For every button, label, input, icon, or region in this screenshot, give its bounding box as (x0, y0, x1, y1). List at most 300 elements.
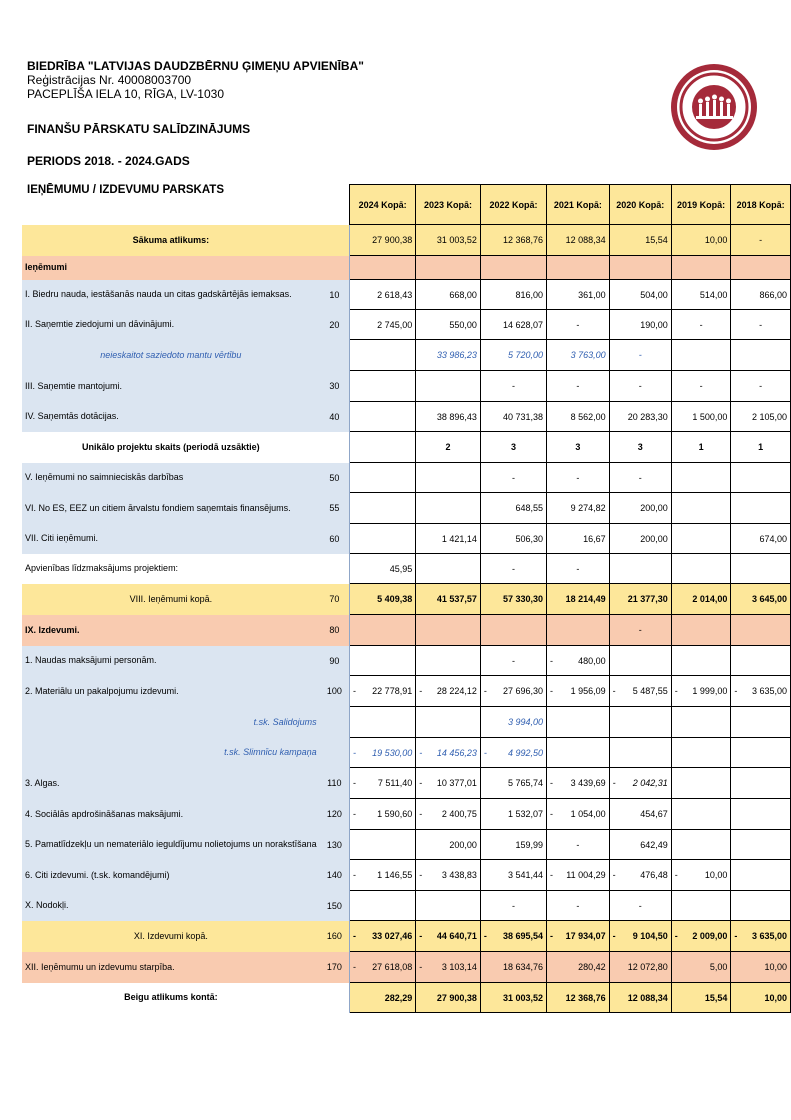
value-text: 3 (575, 442, 581, 452)
value-cell (547, 952, 610, 983)
value-cell (547, 310, 610, 340)
value-text: 45,95 (389, 563, 413, 574)
value-cell (416, 983, 481, 1013)
value-cell (609, 584, 671, 615)
value-cell (350, 921, 416, 952)
value-text: 8 562,00 (570, 411, 606, 422)
value-cell (480, 738, 546, 768)
row-code: 100 (320, 676, 350, 707)
value-cell (416, 676, 481, 707)
value-cell (731, 463, 791, 493)
value-text: - (638, 900, 642, 911)
value-cell (671, 921, 731, 952)
value-cell (480, 830, 546, 860)
negative-marker: - (419, 778, 423, 788)
row-label: Beigu atlikums kontā: (124, 992, 218, 1002)
negative-marker: - (353, 747, 357, 758)
value-cell (547, 799, 610, 830)
row-label: Ieņēmumi (22, 256, 320, 280)
value-cell (547, 493, 610, 524)
value-cell (480, 860, 546, 891)
row-code (320, 983, 350, 1013)
value-cell (609, 310, 671, 340)
value-text: 11 004,29 (566, 870, 606, 880)
value-cell (609, 799, 671, 830)
negative-marker: - (550, 870, 554, 880)
value-cell (480, 310, 546, 340)
value-cell (480, 584, 546, 615)
value-text: 2 105,00 (751, 411, 787, 422)
row-label: XI. Izdevumi kopā. (22, 921, 320, 952)
value-text: - (576, 839, 580, 850)
negative-marker: - (419, 931, 423, 941)
row-code: 70 (320, 584, 350, 615)
value-cell (480, 402, 546, 432)
value-cell (671, 524, 731, 554)
value-cell (480, 983, 546, 1013)
value-cell (731, 615, 791, 646)
negative-marker: - (612, 778, 616, 788)
value-cell (350, 256, 416, 280)
org-logo-icon (669, 62, 759, 152)
value-text: 7 511,40 (377, 778, 413, 788)
value-cell (609, 921, 671, 952)
value-text: - (576, 381, 580, 391)
negative-marker: - (674, 686, 678, 696)
value-cell (609, 860, 671, 891)
negative-marker: - (353, 931, 357, 941)
value-cell (731, 860, 791, 891)
negative-marker: - (483, 931, 487, 941)
table-row (22, 921, 791, 952)
value-text: 10 377,01 (436, 778, 477, 788)
value-text: 200,00 (449, 839, 477, 850)
table-row (22, 891, 791, 921)
value-cell (609, 738, 671, 768)
value-cell (731, 310, 791, 340)
row-label: 6. Citi izdevumi. (t.sk. komandējumi) (22, 860, 320, 891)
value-cell (731, 280, 791, 310)
row-code: 110 (320, 768, 350, 799)
value-text: 15,54 (645, 235, 668, 245)
value-text: 3 103,14 (441, 962, 477, 972)
row-label: VI. No ES, EEZ un citiem ārvalstu fondiem saņemtais finansējums. (22, 493, 320, 524)
negative-marker: - (550, 686, 554, 696)
value-text: 454,67 (640, 809, 668, 819)
negative-marker: - (419, 809, 423, 819)
table-row (22, 768, 791, 799)
value-text: 40 731,38 (503, 411, 544, 422)
value-text: 480,00 (578, 655, 606, 666)
value-text: 3 645,00 (751, 594, 787, 604)
negative-marker: - (734, 686, 738, 696)
negative-marker: - (674, 931, 678, 941)
value-cell (671, 891, 731, 921)
value-cell (480, 493, 546, 524)
row-label: I. Biedru nauda, iestāšanās nauda un citas gadskārtējās iemaksas. (22, 280, 320, 310)
negative-marker: - (483, 686, 487, 696)
value-cell (350, 310, 416, 340)
negative-marker: - (353, 870, 357, 880)
value-cell (731, 256, 791, 280)
value-cell (731, 768, 791, 799)
value-text: 10,00 (704, 235, 728, 245)
value-cell (480, 615, 546, 646)
table-row (22, 646, 791, 676)
value-cell (480, 225, 546, 256)
value-cell (547, 256, 610, 280)
column-header-row (22, 185, 791, 225)
value-text: 27 900,38 (372, 235, 413, 245)
value-text: 27 618,08 (372, 962, 413, 972)
value-text: - (638, 381, 642, 391)
value-cell (416, 225, 481, 256)
value-text: 41 537,57 (436, 594, 477, 604)
negative-marker: - (483, 747, 487, 758)
value-text: 5 409,38 (377, 594, 413, 604)
table-row (22, 799, 791, 830)
negative-marker: - (419, 747, 423, 758)
value-text: 31 003,52 (436, 235, 477, 245)
row-code: 130 (320, 830, 350, 860)
value-cell (416, 707, 481, 738)
value-cell (480, 432, 546, 463)
row-code: 40 (320, 402, 350, 432)
table-row (22, 830, 791, 860)
value-text: 866,00 (759, 289, 787, 300)
value-cell (731, 891, 791, 921)
row-label: II. Saņemtie ziedojumi un dāvinājumi. (22, 310, 320, 340)
year-column-header: 2024 Kopā: (350, 185, 416, 225)
year-column-header: 2019 Kopā: (671, 185, 731, 225)
address: PACEPLĪŠA IELA 10, RĪGA, LV-1030 (27, 87, 225, 101)
value-cell (480, 371, 546, 402)
value-cell (416, 584, 481, 615)
value-text: 3 635,00 (751, 931, 787, 941)
value-text: 3 763,00 (570, 350, 606, 360)
value-cell (416, 371, 481, 402)
row-label: 5. Pamatlīdzekļu un nemateriālo ieguldījumu nolietojums un norakstīšana (22, 830, 320, 860)
value-text: 2 (445, 442, 451, 452)
value-cell (350, 280, 416, 310)
value-cell (547, 402, 610, 432)
value-cell (350, 432, 416, 463)
value-cell (731, 921, 791, 952)
value-text: 3 994,00 (508, 717, 544, 727)
negative-marker: - (353, 809, 357, 819)
value-cell (416, 860, 481, 891)
value-text: 1 054,00 (570, 809, 606, 819)
value-cell (350, 340, 416, 371)
value-text: - (576, 563, 580, 574)
value-cell (671, 280, 731, 310)
value-text: 10,00 (704, 870, 728, 880)
table-row (22, 340, 791, 371)
row-label: 4. Sociālās apdrošināšanas maksājumi. (22, 799, 320, 830)
value-cell (416, 738, 481, 768)
year-column-header: 2018 Kopā: (731, 185, 791, 225)
value-cell (547, 340, 610, 371)
value-cell (731, 402, 791, 432)
table-row (22, 707, 791, 738)
value-text: 12 368,76 (503, 235, 544, 245)
value-text: 12 368,76 (565, 992, 606, 1003)
table-row (22, 432, 791, 463)
value-cell (416, 921, 481, 952)
value-cell (350, 371, 416, 402)
value-text: 1 146,55 (377, 870, 413, 880)
value-text: 3 (637, 442, 643, 452)
row-code (320, 738, 350, 768)
value-cell (416, 310, 481, 340)
table-row (22, 615, 791, 646)
value-text: 674,00 (759, 533, 787, 544)
value-text: - (759, 381, 763, 391)
table-row (22, 554, 791, 584)
value-cell (671, 493, 731, 524)
value-cell (731, 676, 791, 707)
value-cell (671, 432, 731, 463)
value-text: 550,00 (449, 319, 477, 330)
row-code (320, 432, 350, 463)
value-text: - (511, 472, 515, 483)
table-row (22, 493, 791, 524)
value-cell (480, 799, 546, 830)
value-text: 2 014,00 (692, 594, 728, 604)
value-cell (731, 738, 791, 768)
value-cell (547, 615, 610, 646)
value-cell (416, 891, 481, 921)
negative-marker: - (419, 962, 423, 972)
row-label: VIII. Ieņēmumi kopā. (22, 584, 320, 615)
row-label: neieskaitot saziedoto mantu vērtību (22, 340, 320, 371)
value-text: 4 992,50 (508, 747, 544, 758)
value-text: 12 088,34 (565, 235, 606, 245)
negative-marker: - (419, 686, 423, 696)
value-text: 9 104,50 (632, 931, 668, 941)
year-column-header: 2022 Kopā: (480, 185, 546, 225)
value-cell (609, 280, 671, 310)
value-text: - (511, 381, 515, 391)
value-cell (480, 676, 546, 707)
value-text: 5 765,74 (508, 778, 544, 788)
value-text: 200,00 (640, 533, 668, 544)
value-cell (547, 860, 610, 891)
value-cell (416, 256, 481, 280)
value-text: 2 009,00 (692, 931, 728, 941)
value-text: 18 214,49 (565, 594, 606, 604)
value-cell (416, 280, 481, 310)
negative-marker: - (550, 655, 554, 666)
value-text: - (638, 625, 642, 635)
value-cell (731, 799, 791, 830)
value-cell (416, 493, 481, 524)
row-label: 2. Materiālu un pakalpojumu izdevumi. (22, 676, 320, 707)
value-cell (609, 554, 671, 584)
row-code: 140 (320, 860, 350, 891)
value-cell (480, 952, 546, 983)
value-text: 816,00 (515, 289, 544, 300)
value-cell (416, 402, 481, 432)
value-cell (547, 280, 610, 310)
value-cell (416, 646, 481, 676)
value-cell (731, 983, 791, 1013)
table-row (22, 371, 791, 402)
value-cell (609, 493, 671, 524)
value-cell (350, 402, 416, 432)
value-text: 361,00 (578, 289, 606, 300)
table-row (22, 402, 791, 432)
value-cell (609, 432, 671, 463)
row-code: 120 (320, 799, 350, 830)
value-text: 28 224,12 (436, 686, 477, 696)
value-cell (731, 371, 791, 402)
value-cell (547, 225, 610, 256)
value-text: 3 438,83 (441, 870, 477, 880)
value-text: 5,00 (709, 962, 728, 972)
value-text: 10,00 (764, 962, 787, 972)
report-table (22, 184, 791, 1013)
value-text: 10,00 (764, 992, 787, 1003)
row-code (320, 554, 350, 584)
row-code: 60 (320, 524, 350, 554)
value-text: 1 421,14 (441, 533, 477, 544)
value-cell (671, 371, 731, 402)
value-text: - (759, 235, 763, 245)
value-text: 3 541,44 (508, 870, 544, 880)
value-text: 159,99 (515, 839, 544, 850)
value-cell (609, 371, 671, 402)
value-cell (731, 524, 791, 554)
value-text: - (699, 381, 703, 391)
value-cell (480, 463, 546, 493)
value-text: 3 635,00 (751, 686, 787, 696)
value-cell (547, 584, 610, 615)
value-cell (731, 493, 791, 524)
value-text: 12 072,80 (627, 962, 668, 972)
table-row (22, 738, 791, 768)
table-row (22, 584, 791, 615)
value-text: 16,67 (583, 533, 606, 544)
table-row (22, 280, 791, 310)
negative-marker: - (612, 870, 616, 880)
value-cell (671, 225, 731, 256)
value-text: - (759, 319, 763, 330)
value-cell (609, 891, 671, 921)
value-cell (731, 952, 791, 983)
value-text: 642,49 (640, 839, 668, 850)
value-text: 31 003,52 (503, 992, 544, 1003)
value-cell (731, 432, 791, 463)
row-code (320, 707, 350, 738)
value-cell (671, 738, 731, 768)
value-cell (671, 707, 731, 738)
period: PERIODS 2018. - 2024.GADS (27, 154, 190, 168)
value-text: 1 (698, 442, 704, 452)
row-label: t.sk. Salidojums (22, 707, 320, 738)
value-text: 21 377,30 (627, 594, 668, 604)
value-cell (609, 615, 671, 646)
value-text: 14 456,23 (436, 747, 477, 758)
row-label: XII. Ieņēmumu un izdevumu starpība. (22, 952, 320, 983)
value-cell (671, 340, 731, 371)
value-text: 506,30 (515, 533, 544, 544)
value-text: 57 330,30 (503, 594, 544, 604)
value-text: - (699, 319, 703, 330)
value-cell (547, 891, 610, 921)
negative-marker: - (550, 931, 554, 941)
value-text: 12 088,34 (627, 992, 668, 1003)
value-text: 514,00 (699, 289, 728, 300)
value-text: 1 999,00 (692, 686, 728, 696)
value-text: 1 956,09 (570, 686, 606, 696)
registration-number: Reģistrācijas Nr. 40008003700 (27, 73, 192, 87)
value-cell (609, 768, 671, 799)
row-label: 1. Naudas maksājumi personām. (22, 646, 320, 676)
value-cell (671, 615, 731, 646)
report-title: FINANŠU PĀRSKATU SALĪDZINĀJUMS (27, 122, 251, 136)
value-text: 2 042,31 (632, 778, 668, 788)
row-label: III. Saņemtie mantojumi. (22, 371, 320, 402)
value-cell (480, 524, 546, 554)
value-cell (671, 402, 731, 432)
row-label: Apvienības līdzmaksājums projektiem: (25, 563, 179, 573)
row-label: t.sk. Slimnīcu kampaņa (22, 738, 320, 768)
value-cell (480, 340, 546, 371)
value-text: - (511, 563, 515, 574)
value-cell (671, 554, 731, 584)
row-code (320, 256, 350, 280)
value-cell (547, 371, 610, 402)
value-cell (671, 676, 731, 707)
value-cell (671, 646, 731, 676)
row-label: VII. Citi ieņēmumi. (22, 524, 320, 554)
value-text: 19 530,00 (372, 747, 413, 758)
value-cell (731, 707, 791, 738)
value-text: 18 634,76 (503, 962, 544, 972)
value-cell (350, 584, 416, 615)
value-cell (609, 256, 671, 280)
value-cell (547, 983, 610, 1013)
value-text: 20 283,30 (627, 411, 668, 422)
value-text: 1 (758, 442, 764, 452)
value-cell (609, 983, 671, 1013)
value-text: 3 (510, 442, 516, 452)
negative-marker: - (353, 686, 357, 696)
section-title: IEŅĒMUMU / IZDEVUMU PARSKATS (27, 184, 224, 196)
value-cell (416, 340, 481, 371)
negative-marker: - (734, 931, 738, 941)
value-text: 200,00 (640, 503, 668, 513)
value-text: 2 745,00 (377, 319, 413, 330)
value-text: 27 900,38 (436, 992, 477, 1003)
value-text: - (511, 900, 515, 911)
value-text: 22 778,91 (372, 686, 413, 696)
value-cell (731, 584, 791, 615)
value-cell (480, 554, 546, 584)
value-text: 9 274,82 (570, 503, 606, 513)
value-cell (416, 799, 481, 830)
value-cell (480, 768, 546, 799)
value-cell (547, 432, 610, 463)
value-text: 38 896,43 (436, 411, 477, 422)
row-code: 80 (320, 615, 350, 646)
value-cell (416, 615, 481, 646)
table-row (22, 310, 791, 340)
value-cell (350, 676, 416, 707)
value-cell (671, 983, 731, 1013)
value-cell (547, 646, 610, 676)
